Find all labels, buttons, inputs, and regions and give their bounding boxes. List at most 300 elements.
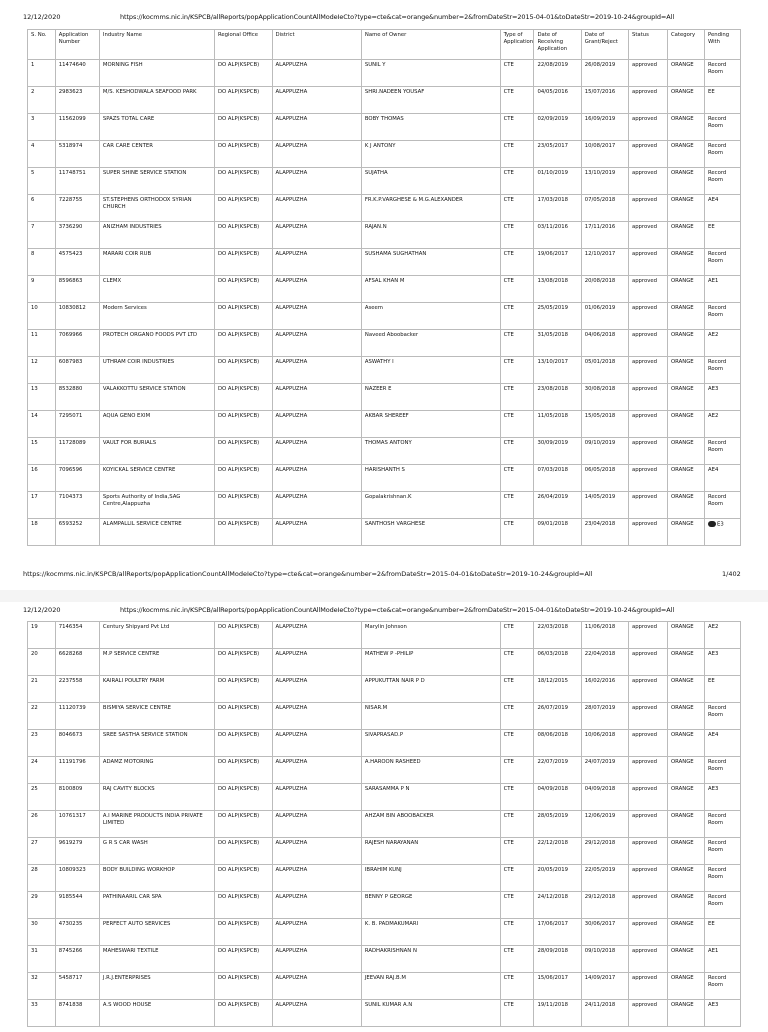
- cell-application-number: 8100809: [55, 784, 99, 811]
- cell-s-no: 28: [28, 865, 56, 892]
- stamp-icon: [708, 521, 716, 527]
- cell-date-received: 22/07/2019: [534, 757, 581, 784]
- cell-regional-office: DO ALP(KSPCB): [214, 114, 272, 141]
- cell-application-number: 7096596: [55, 465, 99, 492]
- cell-district: ALAPPUZHA: [272, 249, 361, 276]
- cell-district: ALAPPUZHA: [272, 519, 361, 546]
- cell-date-received: 23/08/2018: [534, 384, 581, 411]
- cell-s-no: 13: [28, 384, 56, 411]
- cell-application-type: CTE: [500, 141, 534, 168]
- cell-s-no: 1: [28, 60, 56, 87]
- table-row: [28, 438, 741, 465]
- cell-owner-name: JEEVAN RAJ.B.M: [361, 973, 500, 1000]
- cell-regional-office: DO ALP(KSPCB): [214, 141, 272, 168]
- table-row: [28, 465, 741, 492]
- cell-date-received: 04/05/2016: [534, 87, 581, 114]
- cell-date-granted: 22/05/2019: [581, 865, 628, 892]
- cell-application-type: CTE: [500, 622, 534, 649]
- cell-category: ORANGE: [667, 222, 704, 249]
- cell-application-type: CTE: [500, 946, 534, 973]
- cell-status: approved: [628, 303, 667, 330]
- cell-pending-with: Record Room: [704, 865, 740, 892]
- cell-category: ORANGE: [667, 892, 704, 919]
- cell-regional-office: DO ALP(KSPCB): [214, 784, 272, 811]
- cell-s-no: 23: [28, 730, 56, 757]
- cell-regional-office: DO ALP(KSPCB): [214, 411, 272, 438]
- cell-industry-name: MARARI COIR RUB: [99, 249, 214, 276]
- cell-pending-with: EE: [704, 919, 740, 946]
- cell-application-number: 7295071: [55, 411, 99, 438]
- cell-date-received: 20/05/2019: [534, 865, 581, 892]
- cell-application-number: 10830812: [55, 303, 99, 330]
- table-row: [28, 492, 741, 519]
- cell-date-granted: 12/10/2017: [581, 249, 628, 276]
- table-row: [28, 276, 741, 303]
- table-row: [28, 757, 741, 784]
- table-row: [28, 784, 741, 811]
- cell-application-type: CTE: [500, 757, 534, 784]
- header-url: https://kocmms.nic.in/KSPCB/allReports/popApplicationCountAllModeIeCto?type=cte&cat=orange&number=2&fromDateStr=2015-04-01&toDateStr=2019-10-24&groupId=All: [120, 606, 675, 614]
- cell-date-granted: 30/08/2018: [581, 384, 628, 411]
- cell-industry-name: PERFECT AUTO SERVICES: [99, 919, 214, 946]
- cell-date-granted: 17/11/2016: [581, 222, 628, 249]
- cell-industry-name: M.P SERVICE CENTRE: [99, 649, 214, 676]
- cell-owner-name: AKBAR SHEREEF: [361, 411, 500, 438]
- table-row: [28, 60, 741, 87]
- cell-application-type: CTE: [500, 838, 534, 865]
- cell-application-number: 7146354: [55, 622, 99, 649]
- cell-date-received: 18/12/2015: [534, 676, 581, 703]
- cell-pending-with: Record Room: [704, 973, 740, 1000]
- cell-application-type: CTE: [500, 703, 534, 730]
- cell-industry-name: ADAMZ MOTORING: [99, 757, 214, 784]
- cell-date-granted: 14/09/2017: [581, 973, 628, 1000]
- cell-pending-with: [704, 519, 740, 546]
- cell-application-type: CTE: [500, 222, 534, 249]
- cell-category: ORANGE: [667, 757, 704, 784]
- cell-category: ORANGE: [667, 465, 704, 492]
- table-row: [28, 168, 741, 195]
- column-header-pending-with: Pending With: [704, 30, 740, 60]
- cell-pending-with: Record Room: [704, 892, 740, 919]
- cell-industry-name: A.I MARINE PRODUCTS INDIA PRIVATE LIMITED: [99, 811, 214, 838]
- cell-application-number: 4575423: [55, 249, 99, 276]
- cell-status: approved: [628, 892, 667, 919]
- cell-application-type: CTE: [500, 249, 534, 276]
- cell-regional-office: DO ALP(KSPCB): [214, 249, 272, 276]
- cell-date-granted: 16/09/2019: [581, 114, 628, 141]
- cell-owner-name: AHZAM BIN ABOOBACKER: [361, 811, 500, 838]
- cell-date-received: 11/05/2018: [534, 411, 581, 438]
- cell-application-number: 5458717: [55, 973, 99, 1000]
- cell-owner-name: RADHAKRISHNAN N: [361, 946, 500, 973]
- cell-regional-office: DO ALP(KSPCB): [214, 1000, 272, 1027]
- cell-district: ALAPPUZHA: [272, 60, 361, 87]
- cell-industry-name: CLEMX: [99, 276, 214, 303]
- cell-regional-office: DO ALP(KSPCB): [214, 60, 272, 87]
- cell-owner-name: RAJESH NARAYANAN: [361, 838, 500, 865]
- cell-application-number: 8532880: [55, 384, 99, 411]
- cell-s-no: 31: [28, 946, 56, 973]
- cell-category: ORANGE: [667, 249, 704, 276]
- cell-date-granted: 26/08/2019: [581, 60, 628, 87]
- cell-owner-name: AFSAL KHAN M: [361, 276, 500, 303]
- cell-date-received: 28/05/2019: [534, 811, 581, 838]
- cell-industry-name: J.R.J.ENTERPRISES: [99, 973, 214, 1000]
- cell-district: ALAPPUZHA: [272, 438, 361, 465]
- cell-application-type: CTE: [500, 330, 534, 357]
- cell-date-received: 22/12/2018: [534, 838, 581, 865]
- cell-industry-name: MORNING FISH: [99, 60, 214, 87]
- cell-pending-with: AE3: [704, 649, 740, 676]
- cell-regional-office: DO ALP(KSPCB): [214, 168, 272, 195]
- cell-application-type: CTE: [500, 676, 534, 703]
- cell-status: approved: [628, 676, 667, 703]
- cell-date-received: 03/11/2016: [534, 222, 581, 249]
- table-row: [28, 519, 741, 546]
- cell-industry-name: KOYICKAL SERVICE CENTRE: [99, 465, 214, 492]
- cell-application-type: CTE: [500, 1000, 534, 1027]
- cell-owner-name: THOMAS ANTONY: [361, 438, 500, 465]
- cell-application-type: CTE: [500, 276, 534, 303]
- cell-owner-name: BOBY THOMAS: [361, 114, 500, 141]
- cell-district: ALAPPUZHA: [272, 195, 361, 222]
- cell-application-type: CTE: [500, 919, 534, 946]
- cell-status: approved: [628, 757, 667, 784]
- cell-date-granted: 15/07/2016: [581, 87, 628, 114]
- cell-application-number: 11562099: [55, 114, 99, 141]
- cell-industry-name: AQUA GENO EXIM: [99, 411, 214, 438]
- cell-s-no: 11: [28, 330, 56, 357]
- cell-industry-name: RAJ CAVITY BLOCKS: [99, 784, 214, 811]
- cell-category: ORANGE: [667, 357, 704, 384]
- column-header-date-granted: Date of Grant/Reject: [581, 30, 628, 60]
- cell-application-number: 3736290: [55, 222, 99, 249]
- cell-date-received: 02/09/2019: [534, 114, 581, 141]
- table-row: [28, 676, 741, 703]
- cell-pending-with: AE3: [704, 384, 740, 411]
- print-date: 12/12/2020: [23, 13, 61, 21]
- cell-date-granted: 15/05/2018: [581, 411, 628, 438]
- cell-regional-office: DO ALP(KSPCB): [214, 703, 272, 730]
- cell-date-received: 19/11/2018: [534, 1000, 581, 1027]
- cell-application-type: CTE: [500, 649, 534, 676]
- cell-category: ORANGE: [667, 60, 704, 87]
- cell-industry-name: BODY BUILDING WORKHOP: [99, 865, 214, 892]
- cell-date-received: 31/05/2018: [534, 330, 581, 357]
- cell-application-type: CTE: [500, 811, 534, 838]
- cell-status: approved: [628, 438, 667, 465]
- cell-date-granted: 24/07/2019: [581, 757, 628, 784]
- cell-application-number: 11474640: [55, 60, 99, 87]
- cell-s-no: 9: [28, 276, 56, 303]
- cell-s-no: 4: [28, 141, 56, 168]
- cell-status: approved: [628, 357, 667, 384]
- print-date: 12/12/2020: [23, 606, 61, 614]
- cell-s-no: 19: [28, 622, 56, 649]
- cell-application-number: 11748751: [55, 168, 99, 195]
- cell-date-received: 24/12/2018: [534, 892, 581, 919]
- cell-s-no: 15: [28, 438, 56, 465]
- cell-s-no: 24: [28, 757, 56, 784]
- cell-s-no: 16: [28, 465, 56, 492]
- cell-application-number: 8046673: [55, 730, 99, 757]
- cell-owner-name: SANTHOSH VARGHESE: [361, 519, 500, 546]
- cell-regional-office: DO ALP(KSPCB): [214, 838, 272, 865]
- cell-application-number: 4730235: [55, 919, 99, 946]
- cell-category: ORANGE: [667, 141, 704, 168]
- cell-application-type: CTE: [500, 465, 534, 492]
- table-row: [28, 865, 741, 892]
- cell-date-received: 01/10/2019: [534, 168, 581, 195]
- cell-district: ALAPPUZHA: [272, 87, 361, 114]
- cell-application-number: 11120739: [55, 703, 99, 730]
- cell-application-type: CTE: [500, 973, 534, 1000]
- cell-status: approved: [628, 622, 667, 649]
- cell-industry-name: SUPER SHINE SERVICE STATION: [99, 168, 214, 195]
- cell-application-type: CTE: [500, 168, 534, 195]
- cell-s-no: 2: [28, 87, 56, 114]
- cell-owner-name: Marylin Johnson: [361, 622, 500, 649]
- cell-pending-with: Record Room: [704, 438, 740, 465]
- cell-date-received: 25/05/2019: [534, 303, 581, 330]
- cell-regional-office: DO ALP(KSPCB): [214, 303, 272, 330]
- cell-date-granted: 20/08/2018: [581, 276, 628, 303]
- cell-application-type: CTE: [500, 784, 534, 811]
- cell-pending-with: AE2: [704, 622, 740, 649]
- cell-status: approved: [628, 973, 667, 1000]
- cell-district: ALAPPUZHA: [272, 811, 361, 838]
- cell-status: approved: [628, 919, 667, 946]
- cell-application-type: CTE: [500, 519, 534, 546]
- cell-date-granted: 24/11/2018: [581, 1000, 628, 1027]
- cell-date-granted: 22/04/2018: [581, 649, 628, 676]
- cell-regional-office: DO ALP(KSPCB): [214, 676, 272, 703]
- cell-date-received: 26/04/2019: [534, 492, 581, 519]
- cell-district: ALAPPUZHA: [272, 838, 361, 865]
- cell-date-received: 08/06/2018: [534, 730, 581, 757]
- cell-category: ORANGE: [667, 919, 704, 946]
- table-row: [28, 249, 741, 276]
- cell-date-granted: 16/02/2016: [581, 676, 628, 703]
- cell-district: ALAPPUZHA: [272, 330, 361, 357]
- cell-application-type: CTE: [500, 195, 534, 222]
- cell-owner-name: SHRI.NADEEN YOUSAF: [361, 87, 500, 114]
- cell-status: approved: [628, 519, 667, 546]
- cell-pending-with: AE2: [704, 330, 740, 357]
- cell-category: ORANGE: [667, 114, 704, 141]
- cell-pending-with: EE: [704, 87, 740, 114]
- cell-pending-with: Record Room: [704, 838, 740, 865]
- cell-category: ORANGE: [667, 276, 704, 303]
- cell-s-no: 18: [28, 519, 56, 546]
- cell-application-type: CTE: [500, 492, 534, 519]
- table-header-row: [28, 30, 741, 60]
- cell-district: ALAPPUZHA: [272, 222, 361, 249]
- cell-application-type: CTE: [500, 114, 534, 141]
- cell-regional-office: DO ALP(KSPCB): [214, 276, 272, 303]
- cell-application-number: 7104373: [55, 492, 99, 519]
- cell-pending-with: Record Room: [704, 141, 740, 168]
- cell-s-no: 20: [28, 649, 56, 676]
- cell-pending-with: Record Room: [704, 114, 740, 141]
- cell-category: ORANGE: [667, 303, 704, 330]
- table-row: [28, 703, 741, 730]
- cell-owner-name: Gopalakrishnan.K: [361, 492, 500, 519]
- cell-date-granted: 01/06/2019: [581, 303, 628, 330]
- cell-owner-name: SUSHAMA SUGHATHAN: [361, 249, 500, 276]
- cell-regional-office: DO ALP(KSPCB): [214, 730, 272, 757]
- cell-date-granted: 06/05/2018: [581, 465, 628, 492]
- cell-industry-name: CAR CARE CENTER: [99, 141, 214, 168]
- cell-industry-name: PROTECH ORGANO FOODS PVT LTD: [99, 330, 214, 357]
- cell-regional-office: DO ALP(KSPCB): [214, 649, 272, 676]
- cell-s-no: 21: [28, 676, 56, 703]
- cell-owner-name: K J ANTONY: [361, 141, 500, 168]
- cell-regional-office: DO ALP(KSPCB): [214, 492, 272, 519]
- cell-s-no: 27: [28, 838, 56, 865]
- cell-date-granted: 14/05/2019: [581, 492, 628, 519]
- cell-date-received: 19/06/2017: [534, 249, 581, 276]
- cell-application-number: 6628268: [55, 649, 99, 676]
- page-number: 1/402: [722, 570, 741, 578]
- cell-status: approved: [628, 195, 667, 222]
- cell-owner-name: SUNIL Y: [361, 60, 500, 87]
- cell-district: ALAPPUZHA: [272, 865, 361, 892]
- cell-district: ALAPPUZHA: [272, 141, 361, 168]
- cell-industry-name: UTHRAM COIR INDUSTRIES: [99, 357, 214, 384]
- cell-owner-name: SUJATHA: [361, 168, 500, 195]
- table-row: [28, 195, 741, 222]
- cell-application-number: 9619279: [55, 838, 99, 865]
- cell-regional-office: DO ALP(KSPCB): [214, 384, 272, 411]
- cell-date-granted: 10/08/2017: [581, 141, 628, 168]
- cell-industry-name: BISMIYA SERVICE CENTRE: [99, 703, 214, 730]
- cell-industry-name: ALAMPALLIL SERVICE CENTRE: [99, 519, 214, 546]
- cell-application-number: 6593252: [55, 519, 99, 546]
- table-row: [28, 411, 741, 438]
- cell-application-number: 11191796: [55, 757, 99, 784]
- cell-date-granted: 13/10/2019: [581, 168, 628, 195]
- cell-industry-name: Century Shipyard Pvt Ltd: [99, 622, 214, 649]
- cell-industry-name: Modern Services: [99, 303, 214, 330]
- cell-industry-name: MAHESWARI TEXTILE: [99, 946, 214, 973]
- table-row: [28, 384, 741, 411]
- cell-date-received: 07/03/2018: [534, 465, 581, 492]
- cell-date-granted: 05/01/2018: [581, 357, 628, 384]
- cell-regional-office: DO ALP(KSPCB): [214, 865, 272, 892]
- cell-regional-office: DO ALP(KSPCB): [214, 330, 272, 357]
- cell-application-type: CTE: [500, 892, 534, 919]
- cell-application-number: 8596863: [55, 276, 99, 303]
- cell-regional-office: DO ALP(KSPCB): [214, 919, 272, 946]
- page-header: [0, 602, 768, 621]
- table-row: [28, 649, 741, 676]
- applications-table-continued: [27, 621, 741, 1027]
- cell-date-granted: 12/06/2019: [581, 811, 628, 838]
- cell-status: approved: [628, 838, 667, 865]
- cell-regional-office: DO ALP(KSPCB): [214, 87, 272, 114]
- cell-district: ALAPPUZHA: [272, 492, 361, 519]
- cell-owner-name: APPUKUTTAN NAIR P D: [361, 676, 500, 703]
- cell-pending-with: Record Room: [704, 811, 740, 838]
- cell-district: ALAPPUZHA: [272, 411, 361, 438]
- cell-category: ORANGE: [667, 865, 704, 892]
- cell-pending-with: Record Room: [704, 303, 740, 330]
- cell-owner-name: ASWATHY I: [361, 357, 500, 384]
- cell-status: approved: [628, 703, 667, 730]
- cell-regional-office: DO ALP(KSPCB): [214, 973, 272, 1000]
- cell-regional-office: DO ALP(KSPCB): [214, 757, 272, 784]
- cell-district: ALAPPUZHA: [272, 168, 361, 195]
- cell-application-type: CTE: [500, 87, 534, 114]
- cell-district: ALAPPUZHA: [272, 757, 361, 784]
- cell-pending-with: AE1: [704, 946, 740, 973]
- cell-owner-name: RAJAN.N: [361, 222, 500, 249]
- cell-s-no: 33: [28, 1000, 56, 1027]
- table-row: [28, 838, 741, 865]
- cell-date-granted: 10/06/2018: [581, 730, 628, 757]
- cell-pending-with: EE: [704, 676, 740, 703]
- cell-application-number: 7228755: [55, 195, 99, 222]
- cell-pending-with: AE4: [704, 195, 740, 222]
- cell-district: ALAPPUZHA: [272, 357, 361, 384]
- cell-s-no: 5: [28, 168, 56, 195]
- cell-pending-with: AE4: [704, 465, 740, 492]
- cell-owner-name: SARASAMMA P N: [361, 784, 500, 811]
- cell-date-received: 30/09/2019: [534, 438, 581, 465]
- cell-date-received: 17/03/2018: [534, 195, 581, 222]
- cell-industry-name: ST.STEPHENS ORTHODOX SYRIAN CHURCH: [99, 195, 214, 222]
- table-row: [28, 811, 741, 838]
- cell-date-granted: 29/12/2018: [581, 838, 628, 865]
- cell-status: approved: [628, 141, 667, 168]
- cell-category: ORANGE: [667, 492, 704, 519]
- cell-date-received: 26/07/2019: [534, 703, 581, 730]
- cell-district: ALAPPUZHA: [272, 384, 361, 411]
- cell-date-received: 15/06/2017: [534, 973, 581, 1000]
- cell-category: ORANGE: [667, 438, 704, 465]
- cell-industry-name: VAULT FOR BURIALS: [99, 438, 214, 465]
- cell-s-no: 3: [28, 114, 56, 141]
- cell-s-no: 26: [28, 811, 56, 838]
- cell-date-received: 28/09/2018: [534, 946, 581, 973]
- cell-regional-office: DO ALP(KSPCB): [214, 222, 272, 249]
- cell-date-received: 22/08/2019: [534, 60, 581, 87]
- table-row: [28, 622, 741, 649]
- cell-application-type: CTE: [500, 60, 534, 87]
- cell-district: ALAPPUZHA: [272, 276, 361, 303]
- cell-s-no: 32: [28, 973, 56, 1000]
- cell-district: ALAPPUZHA: [272, 919, 361, 946]
- cell-district: ALAPPUZHA: [272, 973, 361, 1000]
- cell-s-no: 22: [28, 703, 56, 730]
- cell-status: approved: [628, 784, 667, 811]
- cell-owner-name: SIVAPRASAD.P: [361, 730, 500, 757]
- cell-s-no: 29: [28, 892, 56, 919]
- cell-application-type: CTE: [500, 384, 534, 411]
- cell-industry-name: A.S WOOD HOUSE: [99, 1000, 214, 1027]
- cell-status: approved: [628, 411, 667, 438]
- column-header-owner-name: Name of Owner: [361, 30, 500, 60]
- cell-owner-name: BENNY P GEORGE: [361, 892, 500, 919]
- cell-regional-office: DO ALP(KSPCB): [214, 519, 272, 546]
- cell-date-received: 17/06/2017: [534, 919, 581, 946]
- cell-date-granted: 04/09/2018: [581, 784, 628, 811]
- cell-application-number: 7069966: [55, 330, 99, 357]
- cell-district: ALAPPUZHA: [272, 676, 361, 703]
- column-header-application-number: Application Number: [55, 30, 99, 60]
